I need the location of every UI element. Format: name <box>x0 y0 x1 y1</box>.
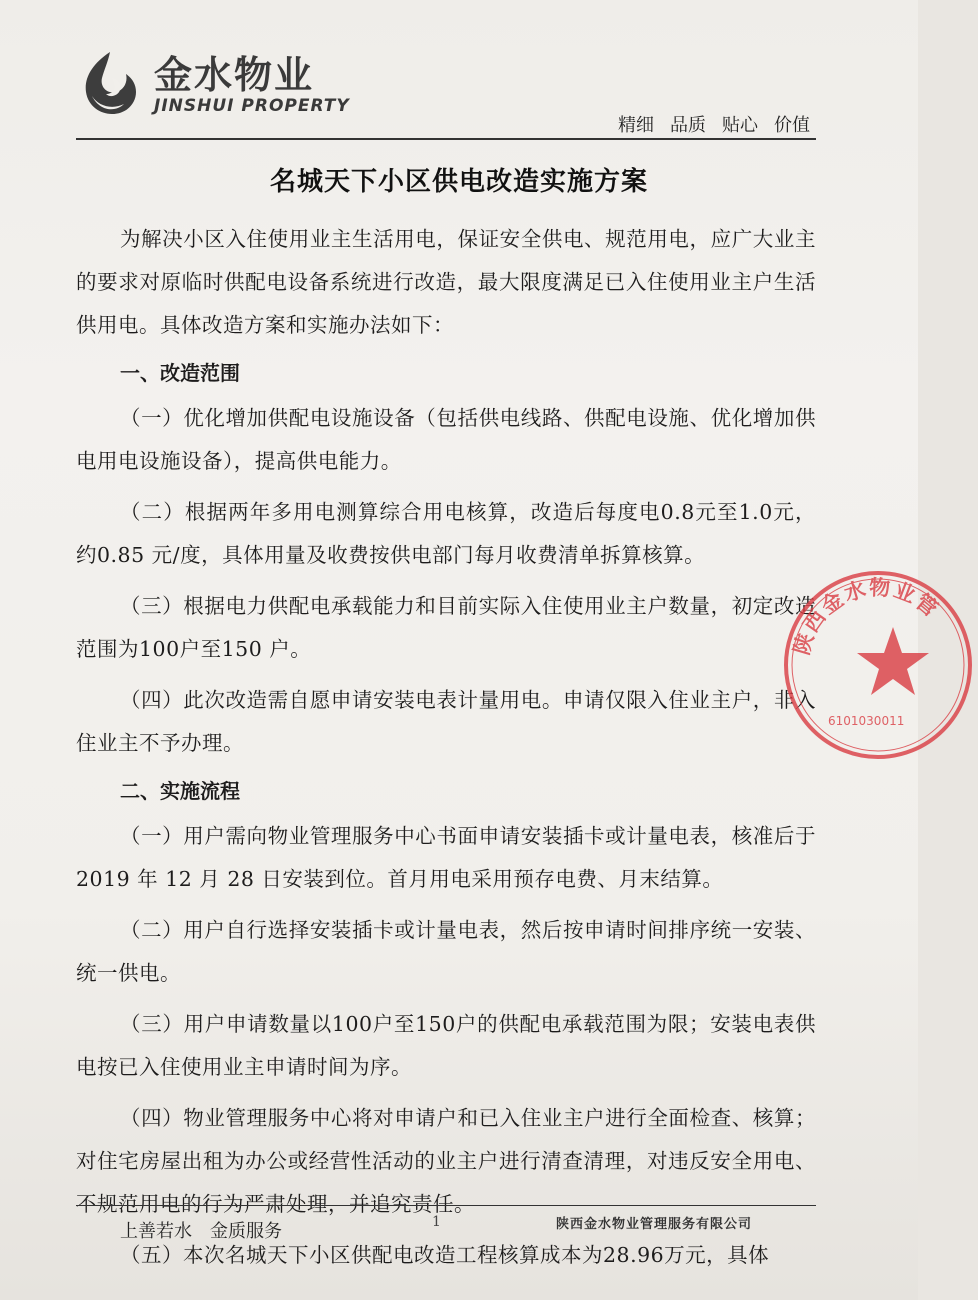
section-item: （四）物业管理服务中心将对申请户和已入住业主户进行全面检查、核算；对住宅房屋出租为办公或经营性活动的业主户进行清查清理，对违反安全用电、不规范用电的行为严肃处理，并追究责任。 <box>76 1106 816 1216</box>
company-seal-stamp <box>778 565 978 765</box>
section-item: （三）用户申请数量以100户至150户的供配电承载范围为限；安装电表供电按已入住使用业主申请时间为序。 <box>76 1012 816 1079</box>
company-logo <box>78 44 350 126</box>
document-body <box>76 218 816 1277</box>
section-item: （一）用户需向物业管理服务中心书面申请安装插卡或计量电表，核准后于 2019 年 12 月 28 日安装到位。首月用电采用预存电费、月末结算。 <box>76 824 816 891</box>
footer-slogan: 金质服务 <box>210 1221 282 1242</box>
seal-star-icon <box>857 627 929 695</box>
document-title: 名城天下小区供电改造实施方案 <box>269 167 648 197</box>
section-item: （三）根据电力供配电承载能力和目前实际入住使用业主户数量，初定改造范围为100户至150 户。 <box>76 594 816 661</box>
header-slogan: 品质 <box>670 115 706 136</box>
section-heading: 二、实施流程 <box>120 779 240 803</box>
footer-slogans <box>120 1217 300 1243</box>
section-item: （五）本次名城天下小区供配电改造工程核算成本为28.96万元，具体 <box>120 1243 770 1267</box>
section-item: （二）根据两年多用电测算综合用电核算，改造后每度电0.8元至1.0元，约0.85 元/度，具体用量及收费按供电部门每月收费清单拆算核算。 <box>76 500 816 567</box>
jinshui-logo-icon <box>78 48 142 118</box>
seal-text: 陕西金水物业管 <box>789 575 944 658</box>
footer-slogan: 上善若水 <box>120 1221 192 1242</box>
logo-chinese-name: 金水物业 <box>154 53 315 97</box>
logo-english-name: JINSHUI PROPERTY <box>154 96 350 116</box>
section-item: （一）优化增加供配电设施设备（包括供电线路、供配电设施、优化增加供电用电设施设备），提高供电能力。 <box>76 406 816 473</box>
footer-company-name: 陕西金水物业管理服务有限公司 <box>556 1217 753 1232</box>
section-item: （四）此次改造需自愿申请安装电表计量用电。申请仅限入住业主户，非入住业主不予办理。 <box>76 688 816 755</box>
header-slogan: 贴心 <box>722 115 758 136</box>
header-divider <box>76 138 816 140</box>
svg-text:陕西金水物业管 <box>789 576 943 658</box>
section-item: （二）用户自行选择安装插卡或计量电表，然后按申请时间排序统一安装、统一供电。 <box>76 918 816 985</box>
page-number: 1 <box>432 1214 441 1230</box>
footer-divider <box>76 1205 816 1206</box>
header-slogans <box>602 111 810 137</box>
header-slogan: 价值 <box>774 115 810 136</box>
section-heading: 一、改造范围 <box>120 361 240 385</box>
intro-paragraph: 为解决小区入住使用业主生活用电，保证安全供电、规范用电，应广大业主的要求对原临时供配电设备系统进行改造，最大限度满足已入住使用业主户生活供用电。具体改造方案和实施办法如下： <box>76 227 816 337</box>
header-slogan: 精细 <box>618 115 654 136</box>
seal-number: 6101030011 <box>828 714 905 728</box>
